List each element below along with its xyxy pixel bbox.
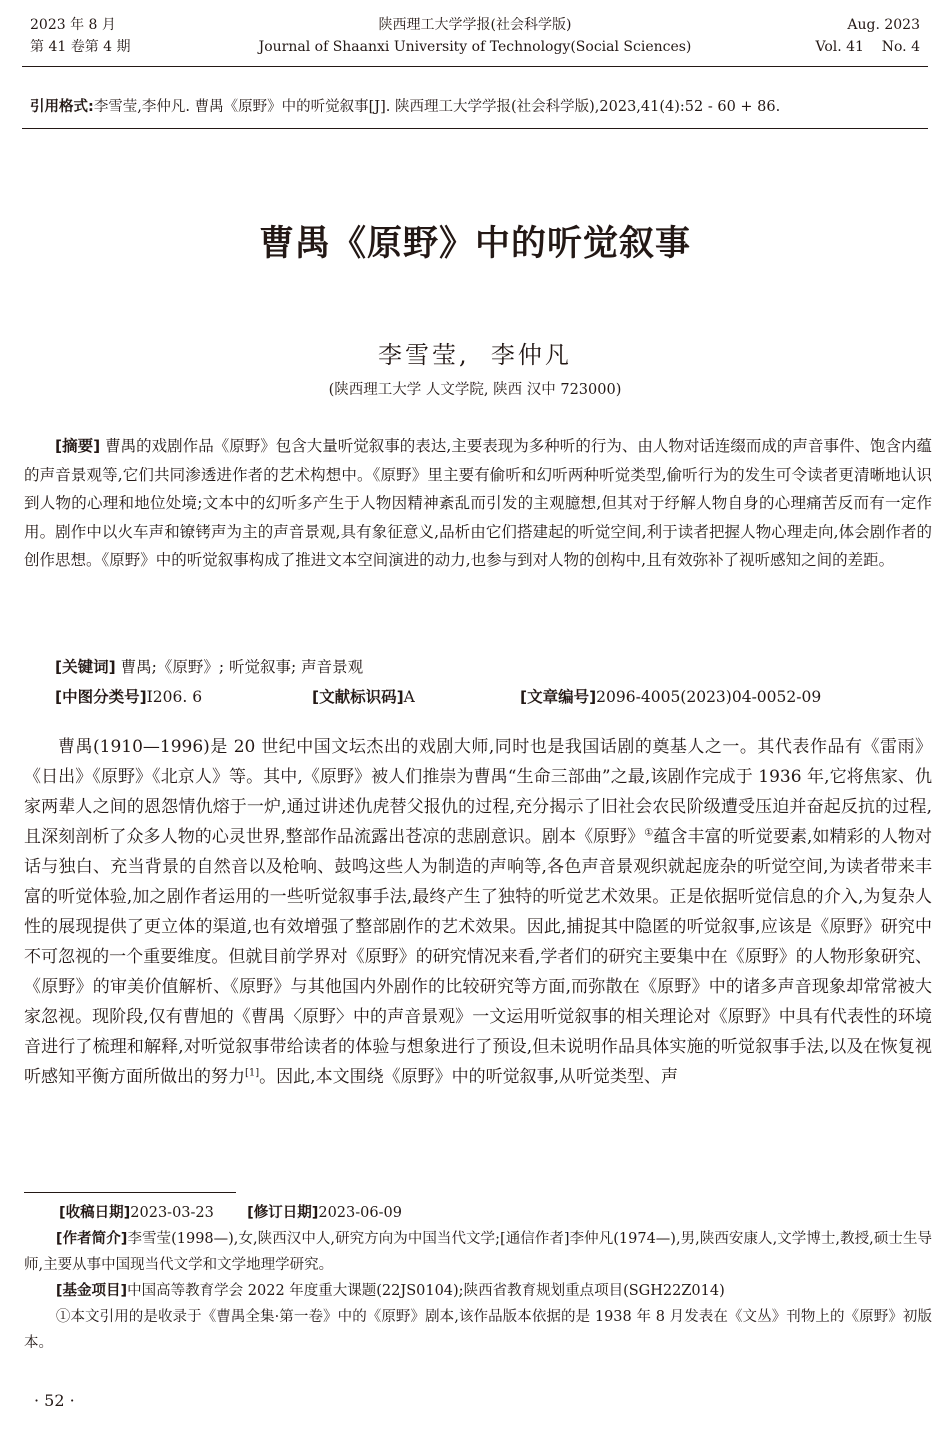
received-date: 2023-03-23 [130, 1205, 214, 1221]
body-text-part-1: 曹禺(1910—1996)是 20 世纪中国文坛杰出的戏剧大师,同时也是我国话剧的奠基人之一。其代表作品有《雷雨》《日出》《原野》《北京人》等。其中,《原野》被人们推崇为曹禺“生命三部曲”之最,该剧作完成于 1936 年,它将焦家、仇家两辈人之间的恩怨情仇熔于一炉,通过讲述仇虎替父报仇的过程,充分揭示了旧社会农民阶级遭受压迫并奋起反抗的过程,且深刻剖析了众多人物的心灵世界,整部作品流露出苍凉的悲剧意识。剧本《原野》 [24, 737, 932, 847]
running-header-center [0, 14, 950, 58]
article-number [520, 684, 821, 710]
received-label: [收稿日期] [59, 1205, 131, 1221]
revised-date: 2023-06-09 [318, 1205, 402, 1221]
keywords-label: [关键词] [55, 658, 116, 676]
footnote-1-text: ①本文引用的是收录于《曹禺全集·第一卷》中的《原野》剧本,该作品版本依据的是 1938 年 8 月发表在《文丛》刊物上的《原野》初版本。 [24, 1309, 932, 1351]
document-code-label: [文献标识码] [312, 688, 404, 706]
body-paragraph [24, 732, 932, 1092]
clc-label: [中图分类号] [55, 688, 147, 706]
journal-name-cn: 陕西理工大学学报(社会科学版) [378, 17, 572, 33]
article-number-value: 2096-4005(2023)04-0052-09 [596, 688, 822, 706]
abstract [24, 432, 932, 575]
funding-label: [基金项目] [55, 1283, 128, 1299]
article-title: 曹禺《原野》中的听觉叙事 [258, 224, 691, 264]
author-info-label: [作者简介] [55, 1231, 128, 1247]
header-rule [22, 66, 928, 67]
footnote-funding [24, 1278, 932, 1304]
abstract-label: [摘要] [55, 437, 101, 455]
citation-label: 引用格式: [30, 99, 94, 115]
author-affiliation: (陕西理工大学 人文学院, 陕西 汉中 723000) [328, 382, 622, 398]
body-text-part-2: 蕴含丰富的听觉要素,如精彩的人物对话与独白、充当背景的自然音以及枪响、鼓鸣这些人为制造的声响等,各色声音景观织就起庞杂的听觉空间,为读者带来丰富的听觉体验,加之剧作者运用的一些听觉叙事手法,最终产生了独特的听觉艺术效果。正是依据听觉信息的介入,为复杂人性的展现提供了更立体的渠道,也有效增强了整部剧作的艺术效果。因此,捕捉其中隐匿的听觉叙事,应该是《原野》研究中不可忽视的一个重要维度。但就目前学界对《原野》的研究情况来看,学者们的研究主要集中在《原野》的人物形象研究、《原野》的审美价值解析、《原野》与其他国内外剧作的比较研究等方面,而弥散在《原野》中的诸多声音现象却常常被大家忽视。现阶段,仅有曹旭的《曹禺〈原野〉中的声音景观》一文运用听觉叙事的相关理论对《原野》中具有代表性的环境音进行了梳理和解释,对听觉叙事带给读者的体验与想象进行了预设,但未说明作品具体实施的听觉叙事手法,以及在恢复视听感知平衡方面所做出的努力 [24, 827, 932, 1087]
issue-date: 2023 年 8 月 [30, 17, 116, 33]
citation-rule [22, 128, 928, 129]
revised-label: [修订日期] [247, 1205, 319, 1221]
footnote-1 [24, 1304, 932, 1356]
article-number-label: [文章编号] [520, 688, 597, 706]
body-text-part-3: 。因此,本文围绕《原野》中的听觉叙事,从听觉类型、声 [259, 1067, 678, 1087]
reference-marker-1: [1] [245, 1067, 260, 1079]
author-info-text: 李雪莹(1998—),女,陕西汉中人,研究方向为中国当代文学;[通信作者]李仲凡(1974—),男,陕西安康人,文学博士,教授,硕士生导师,主要从事中国现当代文学和文学地理学研究。 [24, 1231, 932, 1273]
abstract-text: 曹禺的戏剧作品《原野》包含大量听觉叙事的表达,主要表现为多种听的行为、由人物对话连缀而成的声音事件、饱含内蕴的声音景观等,它们共同渗透进作者的艺术构想中。《原野》里主要有偷听和幻听两种听觉类型,偷听行为的发生可令读者更清晰地认识到人物的心理和地位处境;文本中的幻听多产生于人物因精神紊乱而引发的主观臆想,但其对于纾解人物自身的心理痛苦反而有一定作用。剧作中以火车声和镣铐声为主的声音景观,具有象征意义,品析由它们搭建起的听觉空间,利于读者把握人物心理走向,体会剧作者的创作思想。《原野》中的听觉叙事构成了推进文本空间演进的动力,也参与到对人物的创构中,且有效弥补了视听感知之间的差距。 [24, 437, 932, 569]
page-number: · 52 · [34, 1391, 75, 1410]
document-code-value: A [403, 688, 415, 706]
footnote-marker-1: ① [644, 827, 654, 839]
author-names: 李雪莹, 李仲凡 [378, 341, 572, 369]
footnote-author-info [24, 1226, 932, 1278]
clc-value: I206. 6 [146, 688, 203, 706]
citation-format [30, 96, 930, 118]
keywords-text: 曹禺;《原野》; 听觉叙事; 声音景观 [120, 658, 364, 676]
document-code [312, 684, 415, 710]
volume-issue: 第 41 卷第 4 期 [30, 39, 131, 55]
funding-text: 中国高等教育学会 2022 年度重大课题(22JS0104);陕西省教育规划重点项目(SGH22Z014) [127, 1283, 725, 1299]
running-header-right [816, 14, 921, 58]
volume-issue-en: Vol. 41 No. 4 [815, 39, 920, 55]
keywords [55, 654, 363, 680]
footnote-rule [24, 1192, 236, 1193]
citation-text: 李雪莹,李仲凡. 曹禺《原野》中的听觉叙事[J]. 陕西理工大学学报(社会科学版),2023,41(4):52 - 60 + 86. [93, 99, 781, 115]
footnote-dates [24, 1200, 932, 1226]
issue-date-en: Aug. 2023 [847, 17, 920, 33]
journal-name-en: Journal of Shaanxi University of Technology(Social Sciences) [258, 39, 692, 55]
clc-number [55, 684, 202, 710]
